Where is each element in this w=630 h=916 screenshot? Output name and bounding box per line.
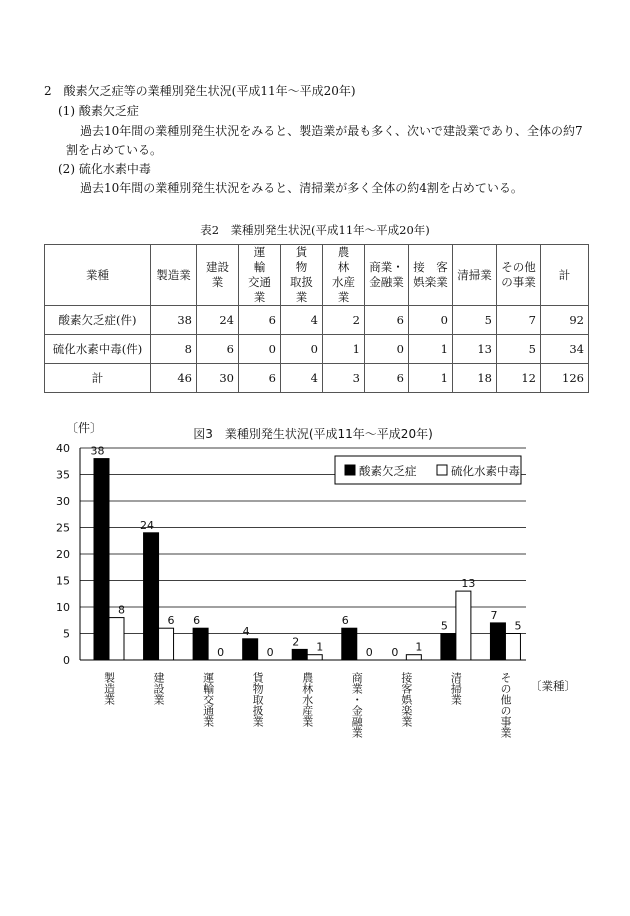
bar-hydrogen-sulfide — [456, 591, 471, 660]
legend-entry: 硫化水素中毒 — [451, 464, 520, 478]
table-cell: 46 — [151, 364, 197, 393]
y-tick-label: 5 — [63, 627, 70, 641]
table-cell: 13 — [453, 335, 497, 364]
data-label: 0 — [391, 646, 399, 659]
table-cell: 92 — [541, 306, 589, 335]
table-cell: 38 — [151, 306, 197, 335]
table-header-text: 金融業 — [369, 275, 404, 289]
table-header-cell — [365, 245, 409, 306]
data-label: 7 — [490, 608, 498, 622]
table-cell: 18 — [453, 364, 497, 393]
table-cell: 34 — [541, 335, 589, 364]
table-cell: 3 — [323, 364, 365, 393]
bar-oxygen-deficiency — [193, 628, 208, 660]
table-cell: 24 — [197, 306, 239, 335]
table-cell: 6 — [365, 306, 409, 335]
y-tick-label: 10 — [56, 601, 70, 614]
table-cell: 6 — [197, 335, 239, 364]
x-tick-label: 農林水産業 — [300, 672, 314, 727]
table-header-cell — [239, 245, 281, 306]
y-tick-label: 40 — [56, 442, 70, 455]
table-header-text: 製造業 — [156, 267, 191, 282]
table-cell: 0 — [365, 335, 409, 364]
table-header-text: 交通業 — [248, 275, 271, 304]
table-header-text: 計 — [558, 267, 571, 282]
table-header-text: 娯楽業 — [413, 275, 448, 289]
industry-table — [44, 244, 589, 393]
y-tick-label: 0 — [63, 654, 70, 667]
bar-hydrogen-sulfide — [406, 655, 421, 660]
table-cell: 1 — [409, 335, 453, 364]
data-label: 5 — [514, 619, 522, 633]
legend-entry: 酸素欠乏症 — [359, 464, 417, 478]
bar-oxygen-deficiency — [342, 628, 357, 660]
bar-hydrogen-sulfide — [505, 634, 520, 661]
x-tick-label: 製造業 — [102, 672, 116, 705]
table-cell: 12 — [497, 364, 541, 393]
chart-title: 図3 業種別発生状況(平成11年～平成20年) — [193, 427, 433, 441]
table-header-text: 運 輸 — [253, 245, 277, 274]
x-tick-label: 清掃業 — [449, 672, 463, 705]
table-cell: 7 — [497, 306, 541, 335]
bar-oxygen-deficiency — [441, 634, 456, 661]
table-header-cell — [197, 245, 239, 306]
x-tick-label: 建設業 — [152, 672, 166, 705]
table-row — [45, 335, 589, 364]
table-cell: 6 — [365, 364, 409, 393]
table-header-cell — [45, 245, 151, 306]
bar-hydrogen-sulfide — [307, 655, 322, 660]
data-label: 6 — [341, 614, 349, 628]
table-header-text: 取扱業 — [290, 275, 313, 304]
table-row — [45, 306, 589, 335]
data-label: 2 — [292, 635, 300, 649]
table-cell: 0 — [239, 335, 281, 364]
subsection-2-text-line-1: 過去10年間の業種別発生状況をみると、清掃業が多く全体の約4割を占めている。 — [80, 181, 523, 195]
industry-bar-chart — [40, 412, 600, 772]
section-heading: 2 酸素欠乏症等の業種別発生状況(平成11年～平成20年) — [44, 84, 356, 98]
table-header-text: 貨 物 — [295, 245, 319, 274]
table-header-text: 業種 — [86, 267, 109, 282]
legend-swatch — [345, 465, 355, 475]
table-cell: 5 — [453, 306, 497, 335]
data-label: 1 — [316, 640, 324, 654]
bar-oxygen-deficiency — [94, 459, 109, 660]
y-tick-label: 25 — [56, 521, 70, 535]
table-cell: 0 — [409, 306, 453, 335]
data-label: 0 — [365, 646, 373, 659]
y-axis-label: 〔件〕 — [66, 421, 103, 435]
table-header-text: 建設業 — [206, 260, 229, 289]
bar-hydrogen-sulfide — [109, 618, 124, 660]
table-header-row — [45, 245, 589, 306]
table-header-text: 農 林 — [337, 245, 361, 274]
table-cell: 1 — [409, 364, 453, 393]
x-tick-label: 接客娯楽業 — [399, 672, 413, 727]
table-cell: 30 — [197, 364, 239, 393]
data-label: 6 — [167, 614, 175, 628]
data-label: 13 — [461, 577, 476, 591]
x-tick-label: 運輸交通業 — [201, 672, 215, 727]
subsection-1-text-line-2: 割を占めている。 — [66, 143, 163, 157]
data-label: 1 — [415, 640, 423, 654]
table-header-cell — [497, 245, 541, 306]
table-header-text: 水産業 — [332, 275, 355, 304]
data-label: 6 — [193, 614, 201, 628]
table-cell: 2 — [323, 306, 365, 335]
subsection-1-title: (1) 酸素欠乏症 — [58, 104, 139, 118]
subsection-1-text-line-1: 過去10年間の業種別発生状況をみると、製造業が最も多く、次いで建設業であり、全体の約7 — [80, 124, 583, 138]
data-label: 8 — [118, 603, 125, 617]
table-cell: 5 — [497, 335, 541, 364]
table-header-text: その他 — [501, 260, 536, 274]
bar-oxygen-deficiency — [243, 639, 258, 660]
table-header-cell — [151, 245, 197, 306]
data-label: 0 — [217, 646, 225, 659]
bar-hydrogen-sulfide — [159, 628, 174, 660]
table-cell: 6 — [239, 306, 281, 335]
table-cell: 126 — [541, 364, 589, 393]
x-axis-label: 〔業種〕 — [530, 679, 576, 693]
y-tick-label: 20 — [56, 548, 70, 561]
table-cell: 1 — [323, 335, 365, 364]
table-header-text: 商業・ — [369, 260, 404, 274]
y-tick-label: 30 — [56, 495, 70, 508]
table-caption: 表2 業種別発生状況(平成11年～平成20年) — [200, 223, 430, 237]
table-cell: 4 — [281, 306, 323, 335]
table-header-text: の事業 — [501, 275, 536, 289]
table-header-cell — [323, 245, 365, 306]
bar-oxygen-deficiency — [292, 649, 307, 660]
table-row — [45, 364, 589, 393]
bar-oxygen-deficiency — [144, 533, 159, 660]
y-tick-label: 15 — [56, 574, 70, 588]
legend-swatch — [437, 465, 447, 475]
data-label: 38 — [90, 444, 105, 458]
x-tick-label: 貨物取扱業 — [251, 672, 265, 727]
table-header-cell — [453, 245, 497, 306]
x-tick-label: その他の事業 — [498, 672, 512, 738]
table-row-label: 酸素欠乏症(件) — [45, 306, 151, 335]
table-row-label: 硫化水素中毒(件) — [45, 335, 151, 364]
data-label: 24 — [140, 518, 155, 532]
table-header-cell — [541, 245, 589, 306]
table-header-cell — [409, 245, 453, 306]
table-cell: 8 — [151, 335, 197, 364]
table-header-text: 清掃業 — [457, 267, 492, 282]
table-cell: 6 — [239, 364, 281, 393]
bar-oxygen-deficiency — [490, 623, 505, 660]
x-tick-label: 商業・金融業 — [350, 672, 364, 738]
y-tick-label: 35 — [56, 468, 70, 482]
table-cell: 0 — [281, 335, 323, 364]
table-row-label: 計 — [45, 364, 151, 393]
data-label: 4 — [242, 624, 250, 638]
subsection-2-title: (2) 硫化水素中毒 — [58, 162, 151, 176]
table-cell: 4 — [281, 364, 323, 393]
data-label: 5 — [440, 619, 448, 633]
table-header-cell — [281, 245, 323, 306]
table-header-text: 接 客 — [413, 260, 448, 274]
data-label: 0 — [266, 646, 274, 659]
